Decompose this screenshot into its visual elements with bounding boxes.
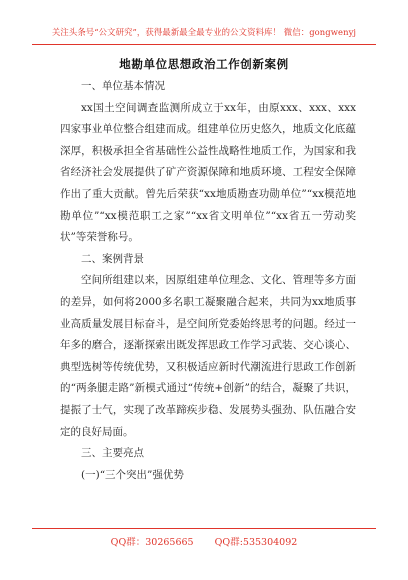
document-body (60, 76, 356, 486)
section-paragraph-2: 空间所组建以来，因原组建单位理念、文化、管理等多方面的差异，如何将2000多名职工凝聚融合起来，共同为xx地质事业高质量发展目标奋斗，是空间所党委始终思考的问题。经过一年多的磨合，逐渐探索出既发挥思政工作学习武装、交心谈心、典型选树等传统优势，又积极适应新时代潮流进行思政工作创新的“两条腿走路”新模式通过“传统+创新”的结合，凝聚了共识，提振了士气，实现了改革蹄疾步稳、发展势头强劲、队伍融合安定的良好局面。 (60, 274, 356, 438)
footer-qq-group-1: QQ群：30265665 (110, 537, 194, 548)
header-divider (32, 44, 376, 45)
footer-divider (32, 528, 376, 529)
footer-contacts (0, 534, 408, 548)
section-heading-1: 一、单位基本情况 (81, 80, 165, 92)
footer-qq-group-2: QQ群:535304092 (214, 537, 298, 548)
section-paragraph-1: xx国土空间调查监测所成立于xx年，由原xxx、xxx、xxx四家事业单位整合组建而成。组建单位历史悠久，地质文化底蕴深厚，积极承担全省基础性公益性战略性地质工作，为国家和我省经济社会发展提供了矿产资源保障和地质环境、工程安全保障作出了重大贡献。曾先后荣获“xx地质勘查功勋单位”“xx模范地勘单位”“xx模范职工之家”“xx省文明单位”“xx省五一劳动奖状”等荣誉称号。 (60, 101, 356, 244)
section-heading-3: 三、主要亮点 (81, 447, 144, 460)
subsection-heading-1: (一)“三个突出”强优势 (81, 468, 184, 481)
section-heading-2: 二、案例背景 (81, 252, 144, 265)
document-title: 地勘单位思想政治工作创新案例 (119, 57, 289, 71)
header-banner: 关注头条号“公文研究”，获得最新最全最专业的公文资料库！ 微信：gongwenyj (51, 27, 357, 37)
